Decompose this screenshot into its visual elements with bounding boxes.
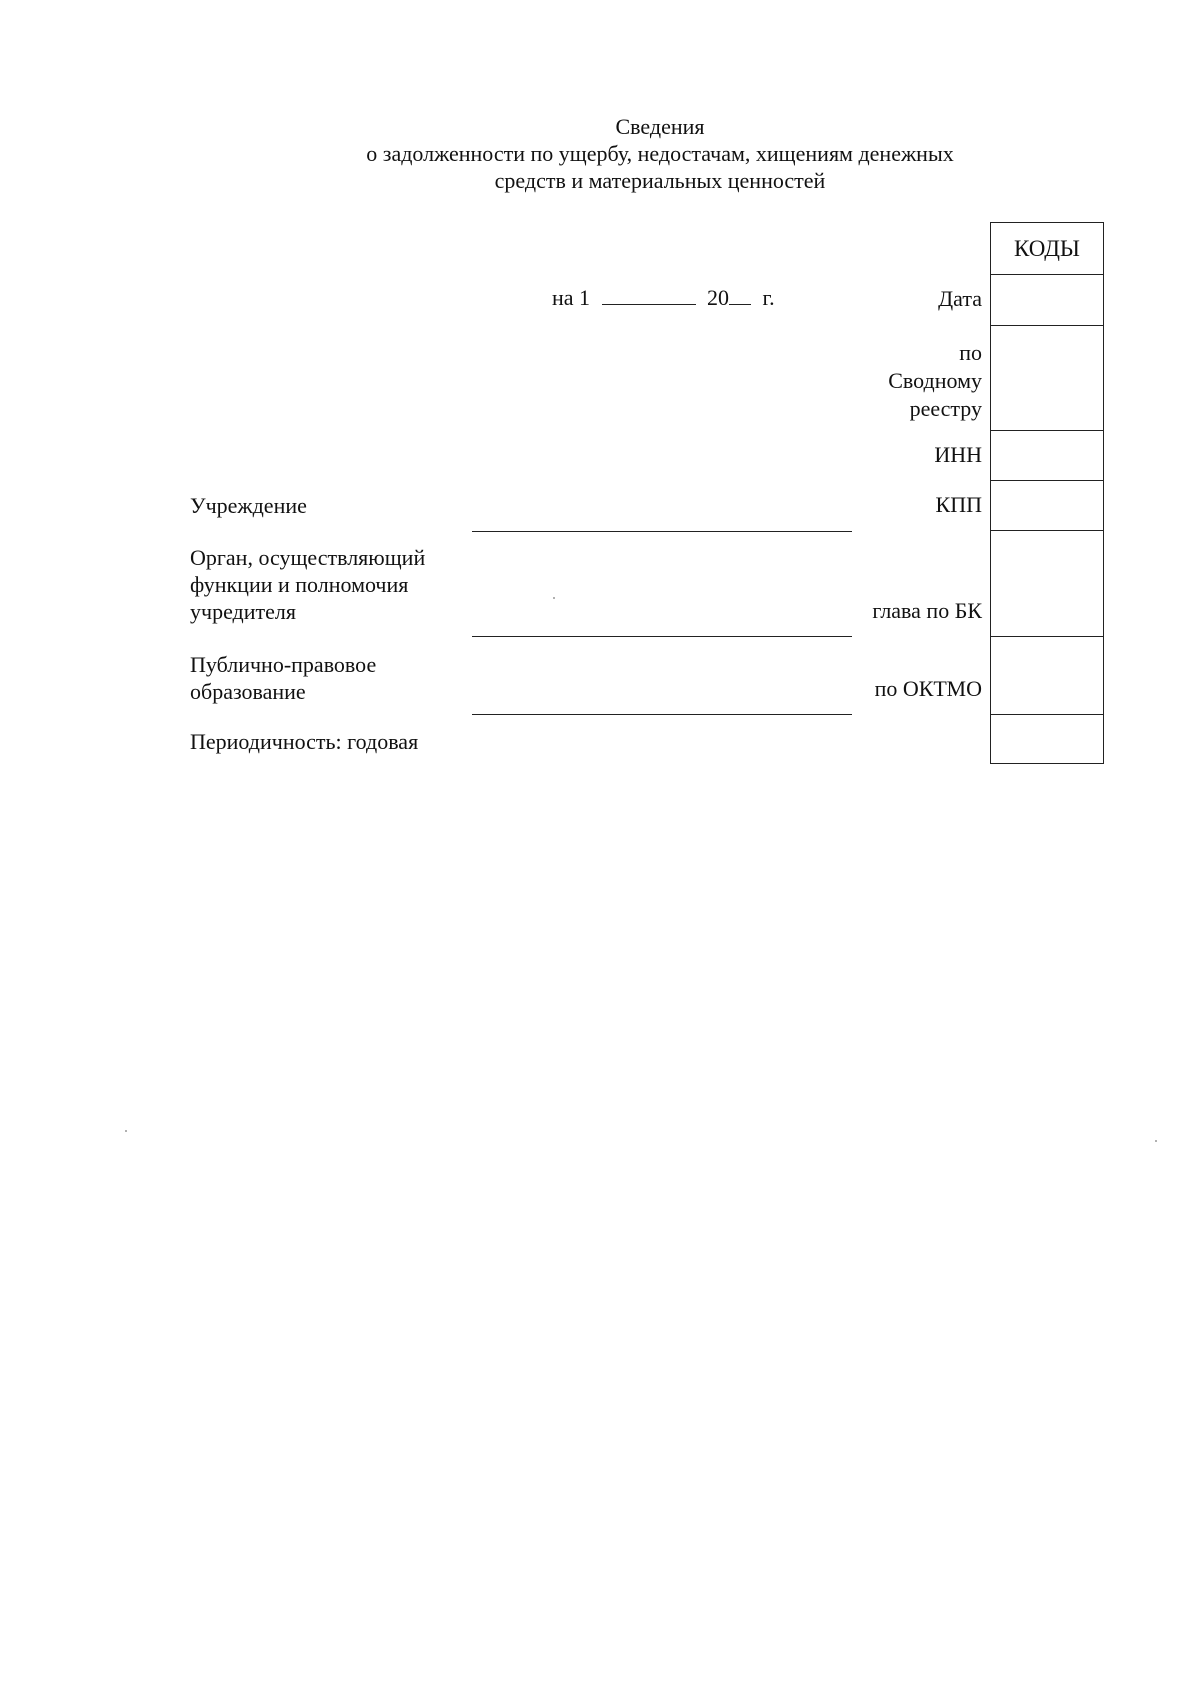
report-date-line: [552, 285, 775, 311]
date-prefix: на 1: [552, 285, 591, 310]
code-label-oktmo: по ОКТМО: [874, 676, 982, 701]
field-label-public-entity-line-2: образование: [190, 679, 306, 704]
code-label-date: Дата: [938, 286, 982, 311]
document-title: [300, 113, 1020, 194]
date-suffix: г.: [762, 285, 775, 310]
codes-header: КОДЫ: [1014, 235, 1080, 261]
code-label-registry-line-1: по: [959, 340, 982, 365]
code-label-bk-chapter: глава по БК: [872, 598, 982, 623]
code-cell-inn[interactable]: [991, 430, 1103, 480]
field-label-founder-line-2: функции и полномочия: [190, 572, 409, 597]
title-line-3: средств и материальных ценностей: [494, 168, 826, 193]
code-cell-oktmo[interactable]: [991, 636, 1103, 714]
date-year-prefix: 20: [707, 285, 730, 310]
code-label-kpp: КПП: [935, 492, 982, 517]
title-line-1: Сведения: [615, 114, 705, 139]
field-label-periodicity: Периодичность: годовая: [190, 729, 419, 754]
field-label-public-entity: [190, 651, 376, 705]
field-line-founder[interactable]: [472, 636, 852, 637]
code-cell-date[interactable]: [991, 274, 1103, 325]
scan-speck: [553, 597, 555, 599]
field-label-founder: [190, 544, 425, 625]
date-year-blank[interactable]: [729, 286, 751, 305]
field-label-institution: Учреждение: [190, 493, 307, 518]
field-line-public-entity[interactable]: [472, 714, 852, 715]
title-line-2: о задолженности по ущербу, недостачам, хищениям денежных: [366, 141, 954, 166]
field-label-founder-line-3: учредителя: [190, 599, 296, 624]
field-line-institution[interactable]: [472, 531, 852, 532]
field-label-public-entity-line-1: Публично-правовое: [190, 652, 377, 677]
date-month-blank[interactable]: [602, 286, 696, 305]
code-label-inn: ИНН: [934, 442, 982, 467]
code-cell-registry[interactable]: [991, 325, 1103, 430]
field-label-founder-line-1: Орган, осуществляющий: [190, 545, 426, 570]
scan-speck: [1155, 1140, 1157, 1142]
code-cell-periodicity[interactable]: [991, 714, 1103, 763]
code-cell-kpp[interactable]: [991, 480, 1103, 530]
code-label-registry-line-2: Сводному: [888, 368, 982, 393]
code-cell-bk-chapter[interactable]: [991, 530, 1103, 636]
code-label-registry: [888, 339, 982, 423]
code-label-registry-line-3: реестру: [909, 396, 982, 421]
codes-table: [990, 222, 1104, 764]
scan-speck: [125, 1130, 127, 1132]
